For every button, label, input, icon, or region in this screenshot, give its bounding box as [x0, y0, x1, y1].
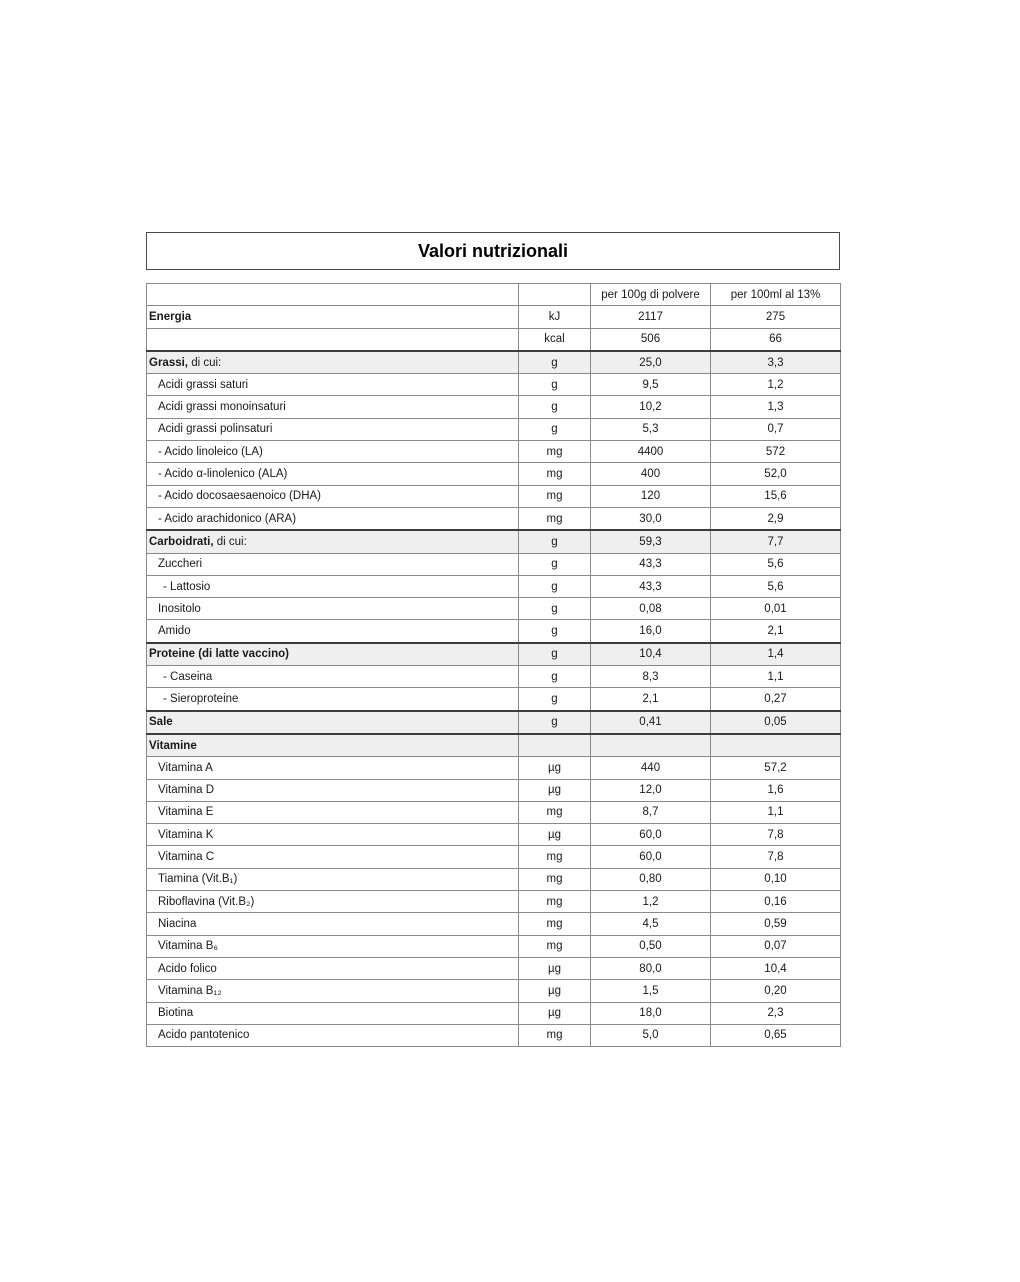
cell-per100g: 25,0 — [591, 351, 711, 374]
table-row — [147, 913, 841, 935]
cell-per100g: 0,08 — [591, 598, 711, 620]
cell-unit: mg — [519, 891, 591, 913]
cell-per100g — [591, 734, 711, 757]
cell-label — [147, 463, 519, 485]
cell-per100ml: 2,9 — [711, 507, 841, 530]
cell-label — [147, 980, 519, 1002]
cell-label — [147, 1024, 519, 1046]
label-text: Acidi grassi polinsaturi — [158, 423, 273, 436]
label-text: Vitamina B₆ — [158, 940, 219, 953]
label-text: - Lattosio — [163, 580, 211, 593]
cell-per100ml: 572 — [711, 441, 841, 463]
label-bold: Grassi, — [149, 356, 188, 369]
cell-label — [147, 485, 519, 507]
cell-per100ml: 2,1 — [711, 620, 841, 643]
cell-per100ml: 0,27 — [711, 688, 841, 711]
cell-per100ml: 0,07 — [711, 935, 841, 957]
table-row — [147, 935, 841, 957]
label-text: - Caseina — [163, 670, 213, 683]
table-row — [147, 980, 841, 1002]
table-row — [147, 598, 841, 620]
cell-per100g: 12,0 — [591, 779, 711, 801]
cell-unit: mg — [519, 507, 591, 530]
cell-unit: mg — [519, 913, 591, 935]
cell-per100ml: 1,1 — [711, 666, 841, 688]
label-bold: Vitamine — [149, 739, 197, 752]
label-text: Acidi grassi saturi — [158, 378, 249, 391]
table-row — [147, 801, 841, 823]
label-bold: Sale — [149, 716, 173, 729]
cell-per100ml: 7,8 — [711, 824, 841, 846]
cell-label — [147, 913, 519, 935]
cell-unit: µg — [519, 980, 591, 1002]
cell-unit: g — [519, 711, 591, 734]
cell-unit: mg — [519, 463, 591, 485]
cell-label — [147, 441, 519, 463]
cell-label — [147, 396, 519, 418]
cell-label — [147, 553, 519, 575]
cell-per100ml: 1,2 — [711, 374, 841, 396]
cell-label — [147, 688, 519, 711]
cell-unit: mg — [519, 846, 591, 868]
cell-per100ml: 66 — [711, 328, 841, 351]
cell-per100ml: 0,16 — [711, 891, 841, 913]
cell-unit: kcal — [519, 328, 591, 351]
cell-per100g: 18,0 — [591, 1002, 711, 1024]
cell-per100ml: 57,2 — [711, 757, 841, 779]
label-text: - Acido α-linolenico (ALA) — [158, 468, 288, 481]
cell-per100ml: 275 — [711, 306, 841, 328]
label-bold: Carboidrati, — [149, 535, 214, 548]
cell-unit: mg — [519, 441, 591, 463]
cell-per100g: 506 — [591, 328, 711, 351]
cell-unit — [519, 734, 591, 757]
table-row — [147, 779, 841, 801]
cell-per100g: 59,3 — [591, 530, 711, 553]
label-text: Acido folico — [158, 962, 217, 975]
cell-per100g: 440 — [591, 757, 711, 779]
table-row — [147, 396, 841, 418]
title-box — [146, 232, 840, 270]
cell-per100ml: 7,7 — [711, 530, 841, 553]
label-text: Riboflavina (Vit.B₂) — [158, 895, 255, 908]
cell-per100g: 2,1 — [591, 688, 711, 711]
cell-per100ml: 3,3 — [711, 351, 841, 374]
cell-unit: g — [519, 351, 591, 374]
cell-per100g: 10,2 — [591, 396, 711, 418]
cell-unit: mg — [519, 485, 591, 507]
cell-label — [147, 957, 519, 979]
cell-unit: kJ — [519, 306, 591, 328]
table-row — [147, 868, 841, 890]
cell-per100g: 4,5 — [591, 913, 711, 935]
cell-per100g: 400 — [591, 463, 711, 485]
cell-per100g: 30,0 — [591, 507, 711, 530]
label-text: Acidi grassi monoinsaturi — [158, 401, 286, 414]
header-spacer — [147, 284, 519, 306]
label-text: Vitamina E — [158, 806, 214, 819]
cell-per100g: 0,80 — [591, 868, 711, 890]
cell-per100g: 0,50 — [591, 935, 711, 957]
label-text: Vitamina A — [158, 761, 213, 774]
table-row — [147, 507, 841, 530]
cell-unit: g — [519, 688, 591, 711]
cell-unit: g — [519, 530, 591, 553]
cell-label — [147, 711, 519, 734]
label-text: - Sieroproteine — [163, 692, 239, 705]
table-row — [147, 485, 841, 507]
cell-label — [147, 598, 519, 620]
cell-per100g: 1,5 — [591, 980, 711, 1002]
cell-per100g: 60,0 — [591, 824, 711, 846]
cell-unit: g — [519, 374, 591, 396]
cell-per100ml — [711, 734, 841, 757]
table-row — [147, 328, 841, 351]
cell-unit: g — [519, 396, 591, 418]
cell-label — [147, 643, 519, 666]
cell-per100g: 8,7 — [591, 801, 711, 823]
cell-per100g: 60,0 — [591, 846, 711, 868]
cell-label — [147, 351, 519, 374]
table-row — [147, 463, 841, 485]
cell-label — [147, 891, 519, 913]
cell-per100ml: 1,3 — [711, 396, 841, 418]
table-row — [147, 1002, 841, 1024]
label-text: Zuccheri — [158, 558, 203, 571]
cell-label — [147, 801, 519, 823]
table-row — [147, 666, 841, 688]
cell-per100g: 1,2 — [591, 891, 711, 913]
cell-label — [147, 328, 519, 351]
label-text: di cui: — [188, 356, 222, 369]
label-text: Vitamina C — [158, 851, 215, 864]
table-row — [147, 553, 841, 575]
cell-unit: g — [519, 620, 591, 643]
cell-per100g: 43,3 — [591, 575, 711, 597]
table-row — [147, 643, 841, 666]
cell-per100ml: 0,65 — [711, 1024, 841, 1046]
cell-per100ml: 5,6 — [711, 575, 841, 597]
cell-label — [147, 757, 519, 779]
table-body — [147, 306, 841, 1047]
label-bold: Energia — [149, 310, 192, 323]
label-text: Inositolo — [158, 602, 201, 615]
cell-per100ml: 1,6 — [711, 779, 841, 801]
cell-per100ml: 0,59 — [711, 913, 841, 935]
cell-label — [147, 734, 519, 757]
cell-unit: mg — [519, 868, 591, 890]
cell-per100g: 2117 — [591, 306, 711, 328]
label-text: - Acido arachidonico (ARA) — [158, 512, 297, 525]
table-row — [147, 530, 841, 553]
cell-unit: mg — [519, 1024, 591, 1046]
cell-unit: mg — [519, 935, 591, 957]
cell-per100ml: 15,6 — [711, 485, 841, 507]
label-text: - Acido docosaesaenoico (DHA) — [158, 490, 321, 503]
cell-unit: µg — [519, 824, 591, 846]
cell-label — [147, 1002, 519, 1024]
table-row — [147, 1024, 841, 1046]
table-row — [147, 441, 841, 463]
cell-label — [147, 779, 519, 801]
table-row — [147, 688, 841, 711]
cell-unit: g — [519, 643, 591, 666]
header-unit — [519, 284, 591, 306]
cell-label — [147, 306, 519, 328]
table-row — [147, 374, 841, 396]
cell-unit: g — [519, 418, 591, 440]
cell-unit: g — [519, 666, 591, 688]
cell-per100g: 5,0 — [591, 1024, 711, 1046]
cell-per100ml: 52,0 — [711, 463, 841, 485]
label-text: Niacina — [158, 917, 197, 930]
page-title: Valori nutrizionali — [417, 240, 569, 261]
cell-unit: g — [519, 575, 591, 597]
table-header-row — [147, 284, 841, 306]
table-row — [147, 575, 841, 597]
cell-label — [147, 530, 519, 553]
cell-unit: µg — [519, 957, 591, 979]
label-text: Tiamina (Vit.B₁) — [158, 873, 238, 886]
cell-unit: µg — [519, 1002, 591, 1024]
table-row — [147, 757, 841, 779]
cell-per100g: 43,3 — [591, 553, 711, 575]
nutrition-table — [146, 283, 841, 1047]
cell-per100ml: 1,4 — [711, 643, 841, 666]
table-row — [147, 734, 841, 757]
cell-per100ml: 0,10 — [711, 868, 841, 890]
header-per100ml: per 100ml al 13% — [711, 284, 841, 306]
cell-unit: mg — [519, 801, 591, 823]
cell-per100ml: 1,1 — [711, 801, 841, 823]
cell-label — [147, 418, 519, 440]
cell-per100ml: 5,6 — [711, 553, 841, 575]
cell-label — [147, 846, 519, 868]
cell-per100g: 80,0 — [591, 957, 711, 979]
table-row — [147, 306, 841, 328]
table-row — [147, 891, 841, 913]
label-text: - Acido linoleico (LA) — [158, 445, 263, 458]
label-text: di cui: — [213, 535, 247, 548]
header-per100g: per 100g di polvere — [591, 284, 711, 306]
cell-unit: µg — [519, 757, 591, 779]
table-row — [147, 711, 841, 734]
cell-per100ml: 2,3 — [711, 1002, 841, 1024]
cell-per100g: 9,5 — [591, 374, 711, 396]
cell-per100ml: 0,20 — [711, 980, 841, 1002]
label-text: Vitamina D — [158, 784, 215, 797]
table-row — [147, 418, 841, 440]
table-row — [147, 620, 841, 643]
table-row — [147, 846, 841, 868]
cell-per100g: 16,0 — [591, 620, 711, 643]
cell-per100g: 0,41 — [591, 711, 711, 734]
cell-label — [147, 507, 519, 530]
label-text: Amido — [158, 625, 191, 638]
cell-unit: g — [519, 598, 591, 620]
label-text: Vitamina K — [158, 828, 214, 841]
cell-label — [147, 620, 519, 643]
cell-per100g: 5,3 — [591, 418, 711, 440]
cell-label — [147, 374, 519, 396]
table-row — [147, 824, 841, 846]
label-text: Vitamina B₁₂ — [158, 984, 222, 997]
cell-label — [147, 824, 519, 846]
cell-per100ml: 0,7 — [711, 418, 841, 440]
table-row — [147, 957, 841, 979]
label-text: Biotina — [158, 1007, 194, 1020]
cell-per100ml: 0,01 — [711, 598, 841, 620]
cell-per100g: 10,4 — [591, 643, 711, 666]
cell-label — [147, 868, 519, 890]
cell-label — [147, 666, 519, 688]
cell-unit: µg — [519, 779, 591, 801]
cell-per100g: 8,3 — [591, 666, 711, 688]
cell-per100ml: 0,05 — [711, 711, 841, 734]
cell-per100g: 4400 — [591, 441, 711, 463]
label-bold: Proteine (di latte vaccino) — [149, 648, 289, 661]
cell-per100ml: 10,4 — [711, 957, 841, 979]
table-row — [147, 351, 841, 374]
cell-label — [147, 935, 519, 957]
cell-per100ml: 7,8 — [711, 846, 841, 868]
cell-label — [147, 575, 519, 597]
label-text: Acido pantotenico — [158, 1029, 250, 1042]
cell-unit: g — [519, 553, 591, 575]
cell-per100g: 120 — [591, 485, 711, 507]
